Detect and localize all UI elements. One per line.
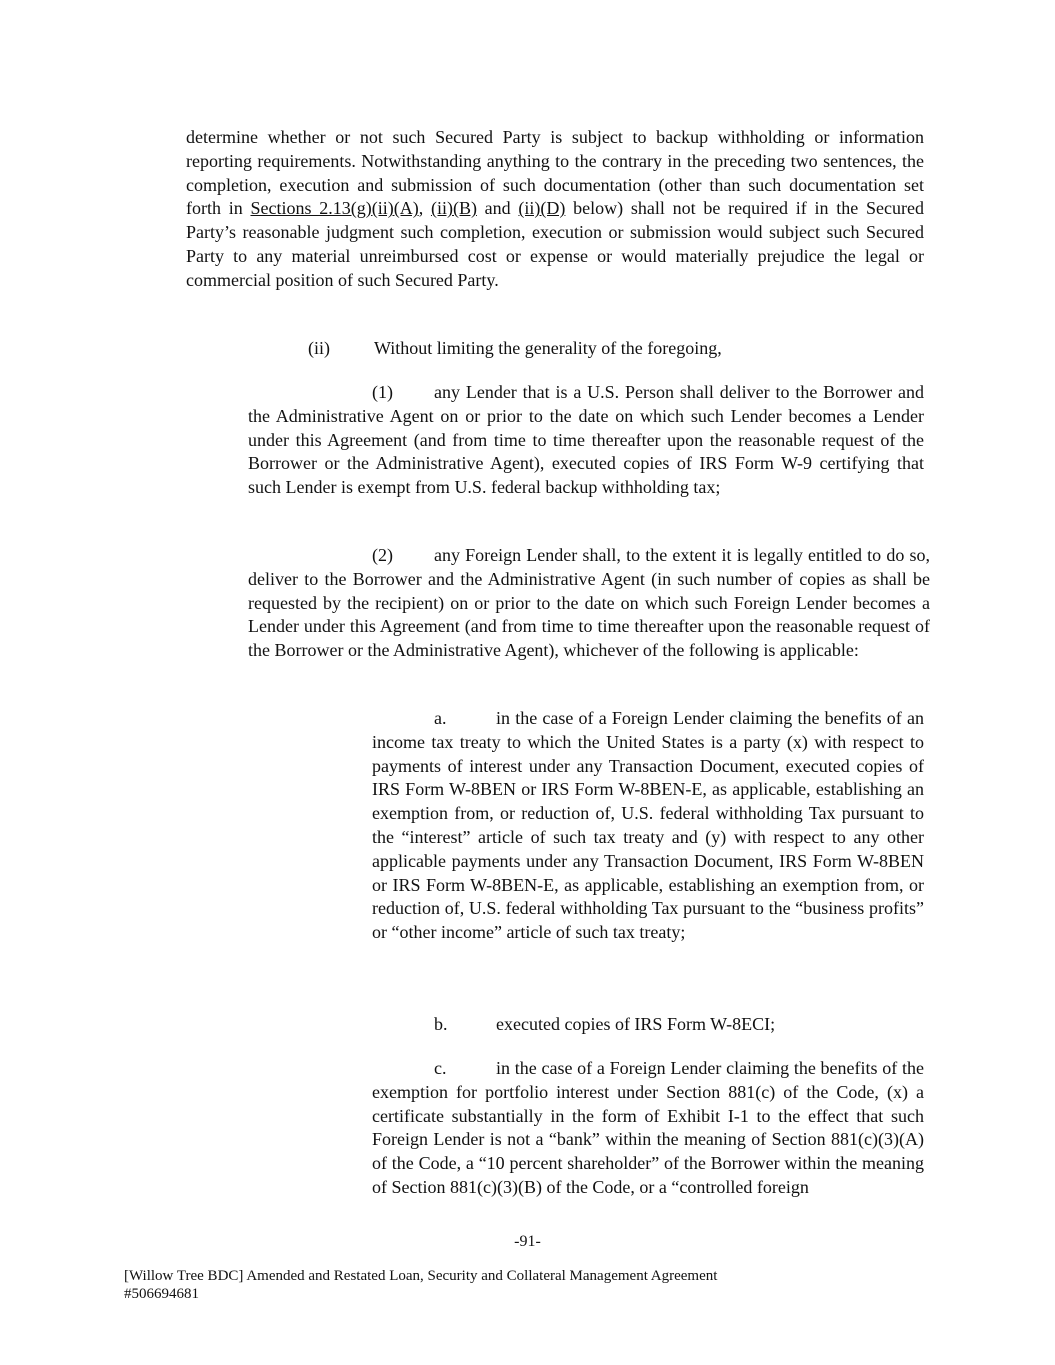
clause-a [372,707,924,945]
clause-text: any Foreign Lender shall, to the extent it is legally entitled to do so, deliver to the Borrower and the Administrative Agent (in such number of copies as shall be requested by the recipient) on or prior to the date on which such Foreign Lender becomes a Lender under this Agreement (and from time to time thereafter upon the reasonable request of the Borrower or the Administrative Agent), whichever of the following is applicable: [248,545,930,661]
clause-text: any Lender that is a U.S. Person shall deliver to the Borrower and the Administrative Agent on or prior to the date on which such Lender becomes a Lender under this Agreement (and from time to time thereafter upon the reasonable request of the Borrower or the Administrative Agent), executed copies of IRS Form W-9 certifying that such Lender is exempt from U.S. federal backup withholding tax; [248,382,924,498]
section-reference-link: Sections 2.13(g)(ii)(A) [250,198,419,219]
footer [124,1267,717,1303]
paragraph-text: determine whether or not such Secured Party is subject to backup withholding or information reporting requirements. Notwithstanding anything to the contrary in the preceding two sentences, the completion, execution and submission of such documentation (other than such documentation set forth in [186,127,924,219]
footer-title: [Willow Tree BDC] Amended and Restated Loan, Security and Collateral Management Agreement [124,1268,718,1284]
clause-label: (1) [372,382,393,402]
clause-text: executed copies of IRS Form W-8ECI; [496,1014,776,1034]
separator-text: and [476,198,519,219]
clause-label: a. [434,708,447,728]
clause-label: (ii) [308,338,330,358]
clause-label: b. [434,1014,448,1034]
separator-text: , [418,198,431,219]
clause-text: Without limiting the generality of the foregoing, [374,338,722,358]
paragraph-continuation [186,126,924,293]
footer-document-id: #506694681 [124,1286,199,1302]
clause-ii [186,337,924,361]
paragraph-text: below) shall not be required if in the Secured Party’s reasonable judgment such completion, execution or submission would subject such Secured Party to any material unreimbursed cost or expense or would materially prejudice the legal or commercial position of such Secured Party. [186,198,924,290]
clause-label: c. [434,1058,447,1078]
clause-2 [248,544,930,663]
clause-b [372,1013,924,1037]
page-number: -91- [514,1233,541,1250]
clause-1 [248,381,924,500]
clause-text: in the case of a Foreign Lender claiming the benefits of an income tax treaty to which the United States is a party (x) with respect to payments of interest under any Transaction Document, executed copies of IRS Form W-8BEN or IRS Form W-8BEN-E, as applicable, establishing an exemption from, or reduction of, U.S. federal withholding Tax pursuant to the “interest” article of such tax treaty and (y) with respect to any other applicable payments under any Transaction Document, IRS Form W-8BEN or IRS Form W-8BEN-E, as applicable, establishing an exemption from, or reduction of, U.S. federal withholding Tax pursuant to the “business profits” or “other income” article of such tax treaty; [372,708,924,943]
clause-text: in the case of a Foreign Lender claiming the benefits of the exemption for portfolio interest under Section 881(c) of the Code, (x) a certificate substantially in the form of Exhibit I-1 to the effect that such Foreign Lender is not a “bank” within the meaning of Section 881(c)(3)(A) of the Code, a “10 percent shareholder” of the Borrower within the meaning of Section 881(c)(3)(B) of the Code, or a “controlled foreign [372,1058,924,1197]
section-reference-link: (ii)(B) [430,198,477,219]
section-reference-link: (ii)(D) [518,198,566,219]
clause-label: (2) [372,545,393,565]
clause-c [372,1057,924,1200]
